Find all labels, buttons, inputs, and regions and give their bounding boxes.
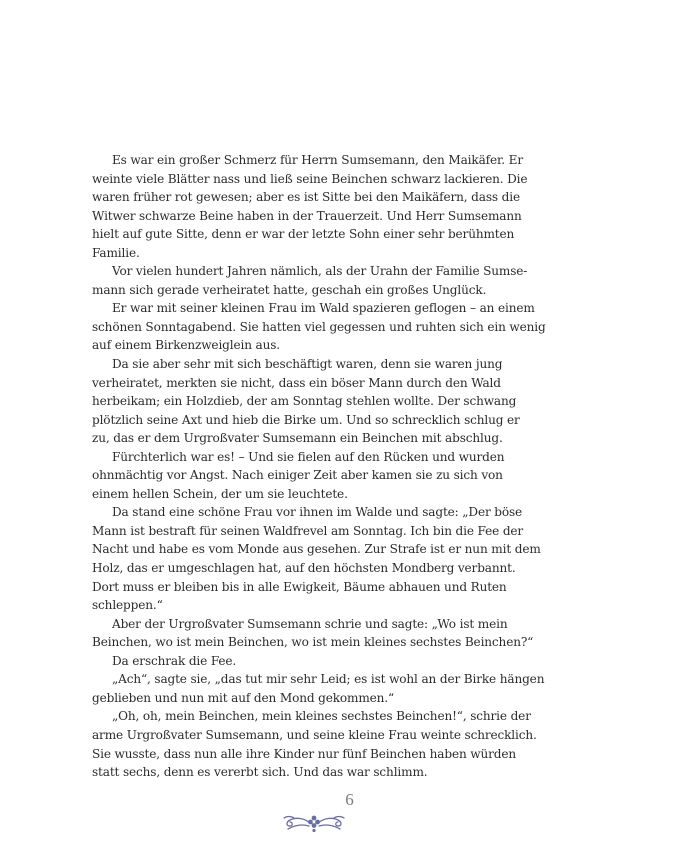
text-line: plötzlich seine Axt und hieb die Birke um. Und so schrecklich schlug er [92,412,520,427]
paragraph [92,503,541,614]
text-line: Sie wusste, dass nun alle ihre Kinder nur fünf Beinchen haben würden [92,746,517,761]
text-line: Vor vielen hundert Jahren nämlich, als der Urahn der Familie Sumse- [112,264,528,279]
paragraph [92,707,537,781]
paragraph [92,299,546,355]
text-line: verheiratet, merkten sie nicht, dass ein böser Mann durch den Wald [92,375,501,390]
text-line: Beinchen, wo ist mein Beinchen, wo ist mein kleines sechstes Beinchen?“ [92,635,534,650]
text-line: Da erschrak die Fee. [112,653,237,668]
text-line: Holz, das er umgeschlagen hat, auf den höchsten Mondberg verbannt. [92,561,516,576]
text-line: weinte viele Blätter nass und ließ seine Beinchen schwarz lackieren. Die [92,171,528,186]
text-line: waren früher rot gewesen; aber es ist Sitte bei den Maikäfern, dass die [92,190,520,205]
text-line: Da sie aber sehr mit sich beschäftigt waren, denn sie waren jung [112,357,503,372]
text-line: hielt auf gute Sitte, denn er war der letzte Sohn einer sehr berühmten [92,227,515,242]
body-text [92,151,546,782]
paragraph [92,448,512,504]
paragraph [92,151,528,262]
text-line: schleppen.“ [92,598,163,613]
paragraph [92,262,528,299]
text-line: Da stand eine schöne Frau vor ihnen im Walde und sagte: „Der böse [112,505,523,520]
text-line: Dort muss er bleiben bis in alle Ewigkeit, Bäume abhauen und Ruten [92,579,507,594]
text-line: auf einem Birkenzweiglein aus. [92,338,280,353]
text-line: statt sechs, denn es vererbt sich. Und das war schlimm. [92,765,428,780]
paragraph [92,615,534,652]
text-line: geblieben und nun mit auf den Mond gekommen.“ [92,690,395,705]
floral-flourish-icon [282,812,346,834]
text-line: schönen Sonntagabend. Sie hatten viel gegessen und ruhten sich ein wenig [92,319,546,334]
paragraph [92,355,520,448]
text-line: arme Urgroßvater Sumsemann, und seine kleine Frau weinte schrecklich. [92,727,537,742]
text-line: „Ach“, sagte sie, „das tut mir sehr Leid; es ist wohl an der Birke hängen [112,672,545,687]
text-line: zu, das er dem Urgroßvater Sumsemann ein Beinchen mit abschlug. [92,431,503,446]
text-line: Mann ist bestraft für seinen Waldfrevel am Sonntag. Ich bin die Fee der [92,523,524,538]
text-line: Nacht und habe es vom Monde aus gesehen. Zur Strafe ist er nun mit dem [92,542,541,557]
text-line: einem hellen Schein, der um sie leuchtete. [92,486,348,501]
page-number: 6 [345,790,354,809]
text-line: Familie. [92,245,140,260]
text-line: herbeikam; ein Holzdieb, der am Sonntag stehlen wollte. Der schwang [92,394,517,409]
text-line: ohnmächtig vor Angst. Nach einiger Zeit aber kamen sie zu sich von [92,468,503,483]
text-line: Es war ein großer Schmerz für Herrn Sumsemann, den Maikäfer. Er [112,153,523,167]
text-line: Aber der Urgroßvater Sumsemann schrie und sagte: „Wo ist mein [112,616,508,631]
text-line: „Oh, oh, mein Beinchen, mein kleines sechstes Beinchen!“, schrie der [112,709,531,724]
text-line: Er war mit seiner kleinen Frau im Wald spazieren geflogen – an einem [112,301,535,316]
text-line: mann sich gerade verheiratet hatte, geschah ein großes Unglück. [92,282,487,297]
text-line: Witwer schwarze Beine haben in der Trauerzeit. Und Herr Sumsemann [92,208,522,223]
text-line: Fürchterlich war es! – Und sie fielen auf den Rücken und wurden [112,449,505,464]
paragraph [92,652,512,671]
paragraph [92,670,545,707]
